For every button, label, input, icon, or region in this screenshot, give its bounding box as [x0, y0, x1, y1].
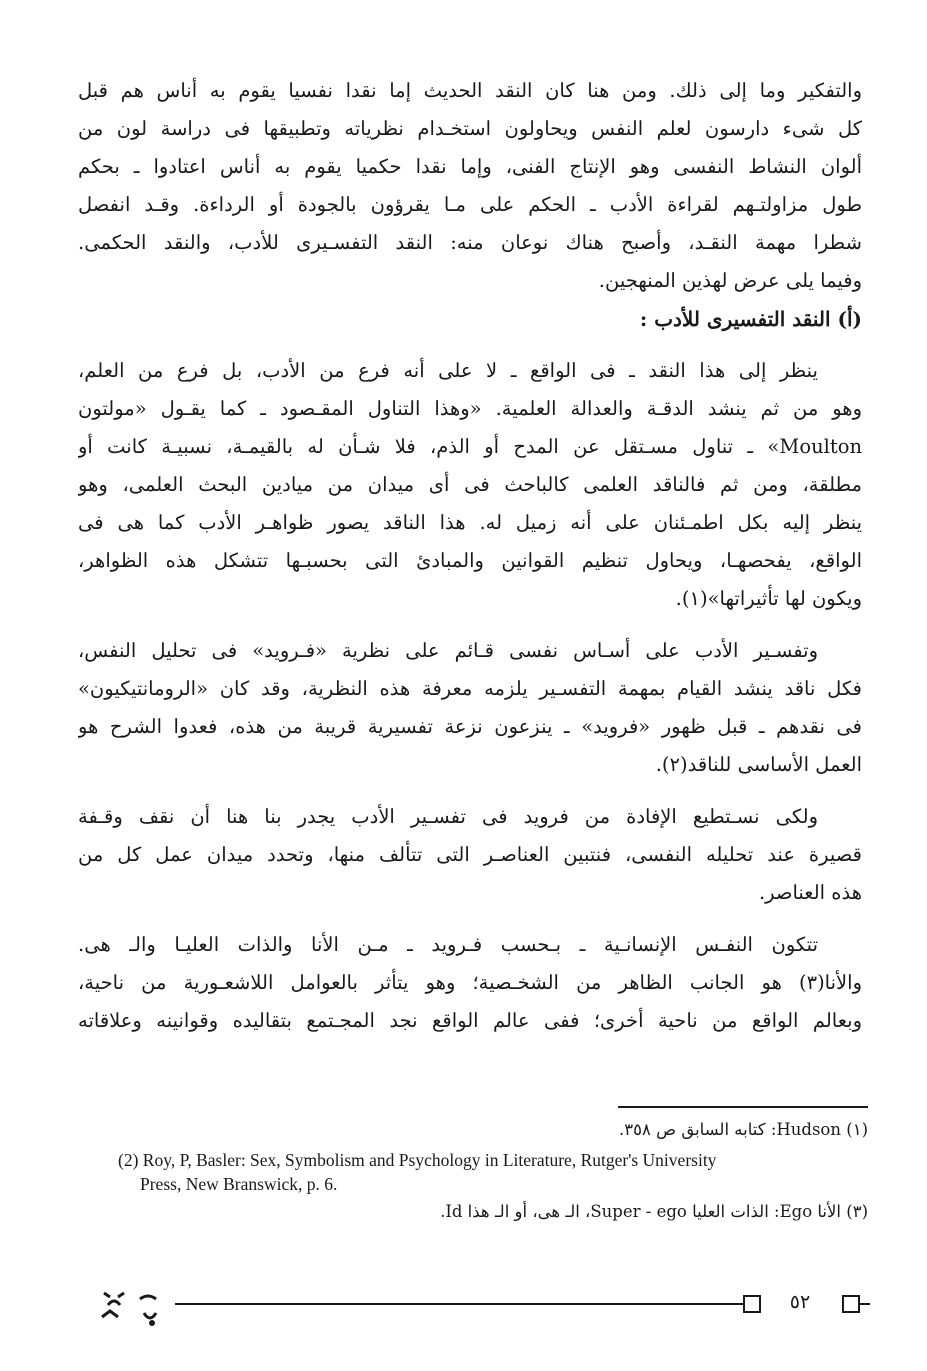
text-line: والتفكير وما إلى ذلك. ومن هنا كان النقد الحديث إما نقدا نفسيا يقوم به أناس هم قبل [78, 79, 862, 102]
text-line: ينظر إليه بكل اطمـئنان على أنه زميل له. هذا الناقد يصور ظواهـر الأدب كما هى فى [78, 511, 862, 534]
footnote-divider [618, 1106, 868, 1108]
text-line: كل شىء دارسون لعلم النفس ويحاولون استخـدام نظرياته وتطبيقها فى دراسة لون من [78, 117, 862, 140]
text-line: وبعالم الواقع من ناحية أخرى؛ ففى عالم الواقع نجد المجـتمع بتقاليده وقوانينه وعلاقاته [78, 1009, 862, 1032]
text-line: ألوان النشاط النفسى وهو الإنتاج الفنى، وإما نقدا حكميا يقوم به أناس اعتادوا ـ بحكم [78, 155, 862, 178]
footnote-2-continuation: Press, New Branswick, p. 6. [140, 1174, 338, 1194]
paragraph-3 [78, 632, 862, 784]
text-line: ويكون لها تأثيراتها»(١). [675, 587, 862, 610]
text-line: شطرا مهمة النقـد، وأصبح هناك نوعان منه: النقد التفسـيرى للأدب، والنقد الحكمى. [78, 231, 862, 254]
footer-rule-right [860, 1303, 870, 1305]
text-line: ينظر إلى هذا النقد ـ فى الواقع ـ لا على أنه فرع من الأدب، بل فرع من العلم، [78, 359, 818, 382]
text-line: وهو من ثم ينشد الدقـة والعدالة العلمية. «وهذا التناول المقـصود ـ كما يقـول «مولتون [78, 397, 862, 420]
paragraph-2 [78, 352, 862, 618]
text-line: تتكون النفـس الإنسانـية ـ بـحسب فـرويد ـ مـن الأنا والذات العليـا والـ هى. [78, 933, 818, 956]
footnote-2: (2) Roy, P, Basler: Sex, Symbolism and Psychology in Literature, Rutger's University [118, 1150, 717, 1170]
text-line: هذه العناصر. [758, 881, 862, 904]
paragraph-1 [78, 72, 862, 300]
footer-rule [175, 1303, 743, 1305]
paragraph-5 [78, 926, 862, 1040]
footer-square-right [842, 1295, 860, 1313]
text-line: فكل ناقد ينشد القيام بمهمة التفسـير يلزمه معرفة هذه النظرية، وقد كان «الرومانتيكيون» [78, 677, 862, 700]
text-line: العمل الأساسى للناقد(٢). [655, 753, 862, 776]
section-heading: (أ) النقد التفسيرى للأدب : [639, 307, 862, 331]
text-line: الواقع، يفحصهـا، ويحاول تنظيم القوانين والمبادئ التى بحسبـها تتشكل هذه الظواهر، [78, 549, 862, 572]
text-line: فى نقدهم ـ قبل ظهور «فرويد» ـ ينزعون نزعة تفسيرية قريبة من هذه، فعدوا الشرح هو [78, 715, 862, 738]
footnote-1: (١) Hudson: كتابه السابق ص ٣٥٨. [619, 1120, 868, 1139]
text-line: Moulton» ـ تناول مسـتقل عن المدح أو الذم، فلا شـأن له بالقيمـة، نسبيـة كانت أو [78, 435, 862, 458]
text-line: ولكى نسـتطيع الإفادة من فرويد فى تفسـير الأدب يجدر بنا هنا أن نقف وقـفة [78, 805, 818, 828]
text-line: طول مزاولتـهم لقراءة الأدب ـ الحكم على مـا يقرؤون بالجودة أو الرداءة. وقـد انفصل [78, 193, 862, 216]
text-line: وتفسـير الأدب على أسـاس نفسى قـائم على نظرية «فـرويد» فى تحليل النفس، [78, 639, 818, 662]
page-footer [80, 1283, 870, 1333]
text-line: والأنا(٣) هو الجانب الظاهر من الشخـصية؛ وهو يتأثر بالعوامل اللاشعـورية من ناحية، [78, 971, 862, 994]
floral-ornament-icon [90, 1283, 170, 1333]
paragraph-4 [78, 798, 862, 912]
text-line: قصيرة عند تحليله النفسى، فنتبين العناصـر التى تتألف منها، وتحدد ميدان عمل كل من [78, 843, 862, 866]
page-number: ٥٢ [789, 1291, 811, 1313]
main-text [78, 72, 862, 1040]
footnotes [118, 1118, 868, 1224]
text-line: مطلقة، ومن ثم فالناقد العلمى كالباحث فى أى ميدان من ميادين البحث العلمى، وهو [78, 473, 862, 496]
text-line: وفيما يلى عرض لهذين المنهجين. [598, 269, 862, 292]
footnote-3: (٣) الأنا Ego: الذات العليا Super - ego، الـ هى، أو الـ هذا Id. [440, 1202, 868, 1221]
footer-square-left [743, 1295, 761, 1313]
